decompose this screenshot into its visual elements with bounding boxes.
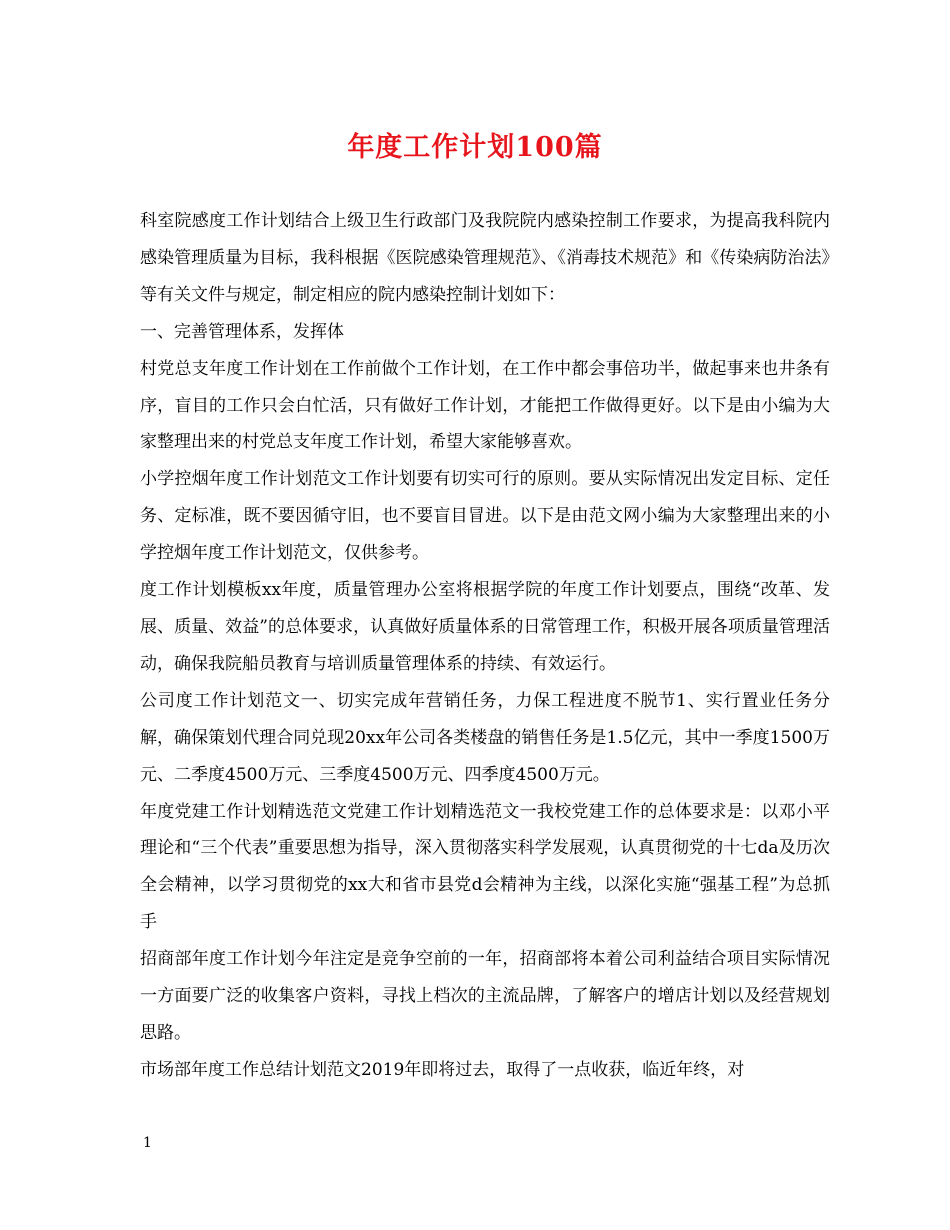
paragraph-5: 度工作计划模板xx年度，质量管理办公室将根据学院的年度工作计划要点，围绕“改革、发展、质量、效益”的总体要求，认真做好质量体系的日常管理工作，积极开展各项质量管理活动，确保我院船员教育与培训质量管理体系的持续、有效运行。	[140, 580, 830, 674]
paragraph-7: 年度党建工作计划精选范文党建工作计划精选范文一我校党建工作的总体要求是：以邓小平理论和“三个代表”重要思想为指导，深入贯彻落实科学发展观，认真贯彻党的十七da及历次全会精神，以学习贯彻党的xx大和省市县党d会精神为主线，以深化实施“强基工程”为总抓手	[140, 801, 830, 933]
paragraph-3: 村党总支年度工作计划在工作前做个工作计划，在工作中都会事倍功半，做起事来也井条有序，盲目的工作只会白忙活，只有做好工作计划，才能把工作做得更好。以下是由小编为大家整理出来的村党总支年度工作计划，希望大家能够喜欢。	[140, 358, 830, 453]
paragraph-2: 一、完善管理体系，发挥体	[140, 321, 344, 342]
page-number: 1	[143, 1135, 152, 1151]
paragraph-8: 招商部年度工作计划今年注定是竞争空前的一年，招商部将本着公司利益结合项目实际情况一方面要广泛的收集客户资料，寻找上档次的主流品牌，了解客户的增店计划以及经营规划思路。	[140, 949, 830, 1043]
paragraph-9: 市场部年度工作总结计划范文2019年即将过去，取得了一点收获，临近年终，对	[140, 1059, 745, 1080]
document-title: 年度工作计划100篇	[347, 132, 603, 163]
document-body	[140, 203, 830, 1089]
paragraph-6: 公司度工作计划范文一、切实完成年营销任务，力保工程进度不脱节1、实行置业任务分解，确保策划代理合同兑现20xx年公司各类楼盘的销售任务是1.5亿元，其中一季度1500万元、二季度4500万元、三季度4500万元、四季度4500万元。	[140, 690, 830, 785]
paragraph-1: 科室院感度工作计划结合上级卫生行政部门及我院院内感染控制工作要求，为提高我科院内感染管理质量为目标，我科根据《医院感染管理规范》、《消毒技术规范》和《传染病防治法》等有关文件与规定，制定相应的院内感染控制计划如下：	[140, 211, 830, 305]
paragraph-4: 小学控烟年度工作计划范文工作计划要有切实可行的原则。要从实际情况出发定目标、定任务、定标准，既不要因循守旧，也不要盲目冒进。以下是由范文网小编为大家整理出来的小学控烟年度工作计划范文，仅供参考。	[140, 469, 830, 564]
